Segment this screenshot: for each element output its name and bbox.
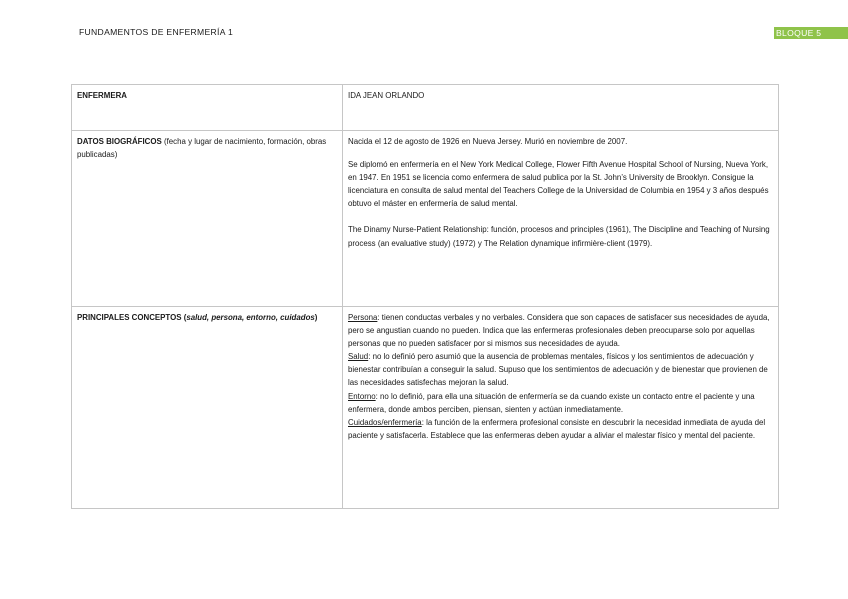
concept-salud (348, 350, 773, 389)
block-tab: BLOQUE 5 (774, 27, 848, 39)
concept-text: : no lo definió pero asumió que la ausencia de problemas mentales, físicos y los sentimientos de adecuación y bienestar contribuían a conseguir la salud. Supuso que los sentimientos de adecuación y de bienestar que provienen de las necesidades satisfechas mejoran la salud. (348, 352, 768, 388)
content-table (71, 84, 779, 509)
concept-text: : la función de la enfermera profesional consiste en descubrir la necesidad inmediata de ayuda del paciente y satisfacerla. Establece que las enfermeras deben ayudar a aliviar el malestar físico y mental del paciente. (348, 417, 766, 440)
label-cell (72, 307, 343, 509)
bio-education: Se diplomó en enfermería en el New York Medical College, Flower Fifth Avenue Hospital School of Nursing, Nueva York, en 1947. En 1951 se licencia como enfermera de salud publica por la St. John’s University de Brooklyn. Consigue la licenciatura en consulta de salud mental del Teachers College de la Universidad de Columbia en 1954 y 3 años después obtuvo el máster en enfermería de salud mental. (348, 160, 769, 209)
concept-term: Persona (348, 313, 378, 322)
row-label: ENFERMERA (77, 91, 127, 100)
concept-cuidados (348, 416, 773, 442)
row-label: PRINCIPALES CONCEPTOS (77, 313, 182, 322)
concept-text: : no lo definió, para ella una situación de enfermería se da cuando existe un contacto entre el paciente y una enfermera, donde ambos perciben, piensan, sienten y actúan inmediatamente. (348, 391, 755, 414)
page-header-title: FUNDAMENTOS DE ENFERMERÍA 1 (79, 27, 234, 37)
row-label-italic: salud, persona, entorno, cuidados (186, 313, 315, 322)
row-label-detail: (fecha y lugar de nacimiento, formación, obras publicadas) (77, 137, 327, 160)
bio-birth-death: Nacida el 12 de agosto de 1926 en Nueva Jersey. Murió en noviembre de 2007. (348, 137, 628, 146)
row-label: DATOS BIOGRÁFICOS (77, 137, 162, 146)
row-label-paren: ( (181, 313, 187, 322)
table-row-biography (72, 131, 779, 307)
concept-text: : tienen conductas verbales y no verbales. Considera que son capaces de satisfacer sus necesidades de ayuda, pero se angustian cuando no pueden. Indica que las enfermeras profesionales deben preocuparse solo por aquellas personas que no pueden satisfacer por si mismos sus necesidades de ayuda. (348, 313, 770, 349)
nurse-name: IDA JEAN ORLANDO (348, 91, 425, 100)
concept-term: Salud (348, 352, 369, 362)
concept-persona (348, 311, 773, 350)
bio-publications: The Dinamy Nurse-Patient Relationship: función, procesos and principles (1961), The Discipline and Teaching of Nursing process (an evaluative study) (1972) y The Relation dynamique infirmière-client (1979). (348, 225, 770, 248)
value-cell (343, 131, 779, 307)
concept-term: Cuidados/enfermería (348, 417, 422, 427)
row-label-paren: ) (314, 313, 318, 322)
value-cell (343, 85, 779, 131)
value-cell (343, 307, 779, 509)
table-row-nurse (72, 85, 779, 131)
concept-term: Entorno (348, 391, 376, 401)
concept-entorno (348, 390, 773, 416)
label-cell (72, 85, 343, 131)
table-row-concepts (72, 307, 779, 509)
label-cell (72, 131, 343, 307)
